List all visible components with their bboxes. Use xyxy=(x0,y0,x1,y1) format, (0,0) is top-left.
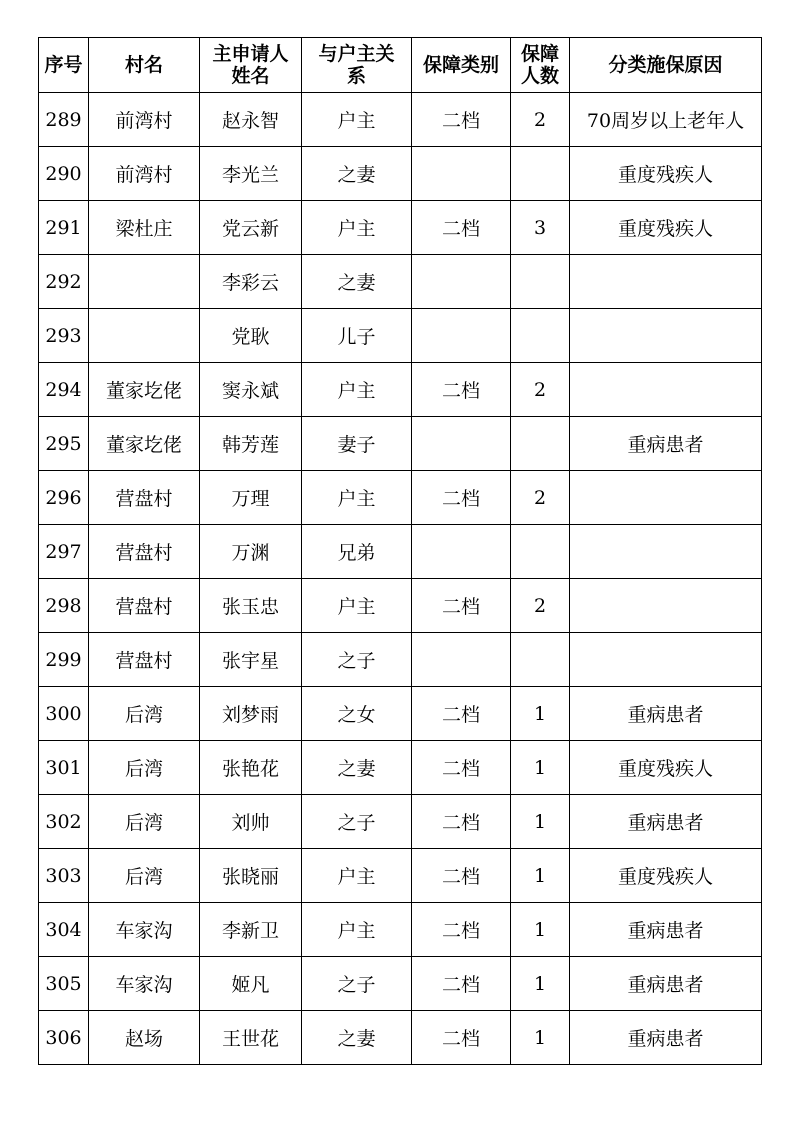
cell-count: 1 xyxy=(511,687,570,741)
cell-relation: 户主 xyxy=(302,471,412,525)
cell-relation: 妻子 xyxy=(302,417,412,471)
cell-relation: 户主 xyxy=(302,903,412,957)
cell-reason: 重度残疾人 xyxy=(570,147,762,201)
cell-category: 二档 xyxy=(412,795,511,849)
cell-relation: 户主 xyxy=(302,201,412,255)
table-row xyxy=(39,309,762,363)
table-row xyxy=(39,849,762,903)
cell-seq: 300 xyxy=(39,687,89,741)
table-row xyxy=(39,795,762,849)
cell-reason xyxy=(570,579,762,633)
cell-applicant: 党耿 xyxy=(200,309,302,363)
cell-reason: 重度残疾人 xyxy=(570,849,762,903)
cell-seq: 305 xyxy=(39,957,89,1011)
cell-reason: 重病患者 xyxy=(570,795,762,849)
cell-applicant: 刘梦雨 xyxy=(200,687,302,741)
cell-relation: 之子 xyxy=(302,795,412,849)
cell-relation: 之妻 xyxy=(302,147,412,201)
header-reason: 分类施保原因 xyxy=(570,38,762,93)
table-row xyxy=(39,363,762,417)
cell-count xyxy=(511,525,570,579)
cell-category: 二档 xyxy=(412,363,511,417)
cell-relation: 户主 xyxy=(302,849,412,903)
cell-reason: 重病患者 xyxy=(570,957,762,1011)
cell-count xyxy=(511,147,570,201)
cell-village: 车家沟 xyxy=(89,957,200,1011)
cell-village: 营盘村 xyxy=(89,525,200,579)
table-row xyxy=(39,741,762,795)
cell-applicant: 窦永斌 xyxy=(200,363,302,417)
header-applicant: 主申请人姓名 xyxy=(200,38,302,93)
cell-seq: 296 xyxy=(39,471,89,525)
cell-seq: 299 xyxy=(39,633,89,687)
cell-count: 1 xyxy=(511,849,570,903)
cell-relation: 之女 xyxy=(302,687,412,741)
table-row xyxy=(39,687,762,741)
table-row xyxy=(39,525,762,579)
cell-village xyxy=(89,255,200,309)
cell-applicant: 王世花 xyxy=(200,1011,302,1065)
cell-reason xyxy=(570,633,762,687)
cell-reason xyxy=(570,471,762,525)
table-row xyxy=(39,957,762,1011)
cell-reason: 重病患者 xyxy=(570,1011,762,1065)
cell-applicant: 党云新 xyxy=(200,201,302,255)
cell-seq: 306 xyxy=(39,1011,89,1065)
cell-category xyxy=(412,309,511,363)
cell-category xyxy=(412,633,511,687)
cell-village: 后湾 xyxy=(89,849,200,903)
cell-seq: 304 xyxy=(39,903,89,957)
cell-category: 二档 xyxy=(412,93,511,147)
cell-count xyxy=(511,633,570,687)
cell-category: 二档 xyxy=(412,741,511,795)
cell-seq: 289 xyxy=(39,93,89,147)
cell-village xyxy=(89,309,200,363)
cell-count: 2 xyxy=(511,579,570,633)
cell-count: 1 xyxy=(511,741,570,795)
cell-village: 前湾村 xyxy=(89,147,200,201)
cell-relation: 之子 xyxy=(302,633,412,687)
cell-seq: 301 xyxy=(39,741,89,795)
cell-applicant: 万渊 xyxy=(200,525,302,579)
cell-seq: 293 xyxy=(39,309,89,363)
cell-seq: 294 xyxy=(39,363,89,417)
cell-applicant: 李彩云 xyxy=(200,255,302,309)
cell-reason: 重病患者 xyxy=(570,417,762,471)
table-row xyxy=(39,417,762,471)
cell-village: 董家圪佬 xyxy=(89,417,200,471)
cell-seq: 290 xyxy=(39,147,89,201)
cell-applicant: 张晓丽 xyxy=(200,849,302,903)
cell-applicant: 万理 xyxy=(200,471,302,525)
cell-reason xyxy=(570,309,762,363)
cell-category xyxy=(412,525,511,579)
table-row xyxy=(39,471,762,525)
cell-applicant: 刘帅 xyxy=(200,795,302,849)
header-relation: 与户主关系 xyxy=(302,38,412,93)
header-count: 保障人数 xyxy=(511,38,570,93)
table-row xyxy=(39,93,762,147)
cell-relation: 户主 xyxy=(302,579,412,633)
cell-applicant: 赵永智 xyxy=(200,93,302,147)
cell-count: 1 xyxy=(511,795,570,849)
cell-village: 董家圪佬 xyxy=(89,363,200,417)
cell-category xyxy=(412,255,511,309)
cell-village: 赵场 xyxy=(89,1011,200,1065)
cell-count: 3 xyxy=(511,201,570,255)
table-row xyxy=(39,255,762,309)
header-village: 村名 xyxy=(89,38,200,93)
table-row xyxy=(39,147,762,201)
cell-relation: 户主 xyxy=(302,363,412,417)
cell-relation: 之妻 xyxy=(302,255,412,309)
cell-count: 2 xyxy=(511,471,570,525)
table-body xyxy=(39,93,762,1065)
table-row xyxy=(39,1011,762,1065)
table-row xyxy=(39,579,762,633)
cell-category: 二档 xyxy=(412,687,511,741)
cell-count: 1 xyxy=(511,1011,570,1065)
cell-seq: 302 xyxy=(39,795,89,849)
cell-village: 后湾 xyxy=(89,741,200,795)
cell-category: 二档 xyxy=(412,579,511,633)
cell-applicant: 姬凡 xyxy=(200,957,302,1011)
table-row xyxy=(39,201,762,255)
cell-reason: 70周岁以上老年人 xyxy=(570,93,762,147)
cell-seq: 291 xyxy=(39,201,89,255)
cell-seq: 295 xyxy=(39,417,89,471)
cell-count: 1 xyxy=(511,957,570,1011)
table-row xyxy=(39,633,762,687)
cell-village: 后湾 xyxy=(89,687,200,741)
cell-count xyxy=(511,417,570,471)
cell-seq: 292 xyxy=(39,255,89,309)
cell-relation: 儿子 xyxy=(302,309,412,363)
cell-count: 1 xyxy=(511,903,570,957)
table-row xyxy=(39,903,762,957)
cell-applicant: 韩芳莲 xyxy=(200,417,302,471)
cell-applicant: 张玉忠 xyxy=(200,579,302,633)
cell-applicant: 张艳花 xyxy=(200,741,302,795)
cell-reason xyxy=(570,255,762,309)
cell-relation: 之子 xyxy=(302,957,412,1011)
cell-category: 二档 xyxy=(412,849,511,903)
cell-seq: 303 xyxy=(39,849,89,903)
cell-village: 后湾 xyxy=(89,795,200,849)
header-seq: 序号 xyxy=(39,38,89,93)
cell-reason: 重度残疾人 xyxy=(570,201,762,255)
cell-village: 车家沟 xyxy=(89,903,200,957)
cell-category xyxy=(412,147,511,201)
cell-applicant: 李新卫 xyxy=(200,903,302,957)
header-row xyxy=(39,38,762,93)
cell-reason xyxy=(570,363,762,417)
cell-seq: 297 xyxy=(39,525,89,579)
cell-count xyxy=(511,309,570,363)
cell-count: 2 xyxy=(511,93,570,147)
assistance-roster-table xyxy=(38,37,762,1065)
cell-category: 二档 xyxy=(412,1011,511,1065)
cell-relation: 之妻 xyxy=(302,1011,412,1065)
cell-village: 营盘村 xyxy=(89,579,200,633)
cell-relation: 之妻 xyxy=(302,741,412,795)
cell-category xyxy=(412,417,511,471)
cell-village: 营盘村 xyxy=(89,471,200,525)
cell-applicant: 张宇星 xyxy=(200,633,302,687)
cell-reason: 重病患者 xyxy=(570,687,762,741)
cell-reason: 重病患者 xyxy=(570,903,762,957)
cell-reason: 重度残疾人 xyxy=(570,741,762,795)
cell-category: 二档 xyxy=(412,471,511,525)
cell-relation: 户主 xyxy=(302,93,412,147)
cell-category: 二档 xyxy=(412,201,511,255)
cell-count: 2 xyxy=(511,363,570,417)
cell-relation: 兄弟 xyxy=(302,525,412,579)
cell-category: 二档 xyxy=(412,903,511,957)
cell-reason xyxy=(570,525,762,579)
cell-category: 二档 xyxy=(412,957,511,1011)
cell-village: 梁杜庄 xyxy=(89,201,200,255)
cell-seq: 298 xyxy=(39,579,89,633)
cell-village: 营盘村 xyxy=(89,633,200,687)
header-category: 保障类别 xyxy=(412,38,511,93)
cell-village: 前湾村 xyxy=(89,93,200,147)
cell-count xyxy=(511,255,570,309)
cell-applicant: 李光兰 xyxy=(200,147,302,201)
